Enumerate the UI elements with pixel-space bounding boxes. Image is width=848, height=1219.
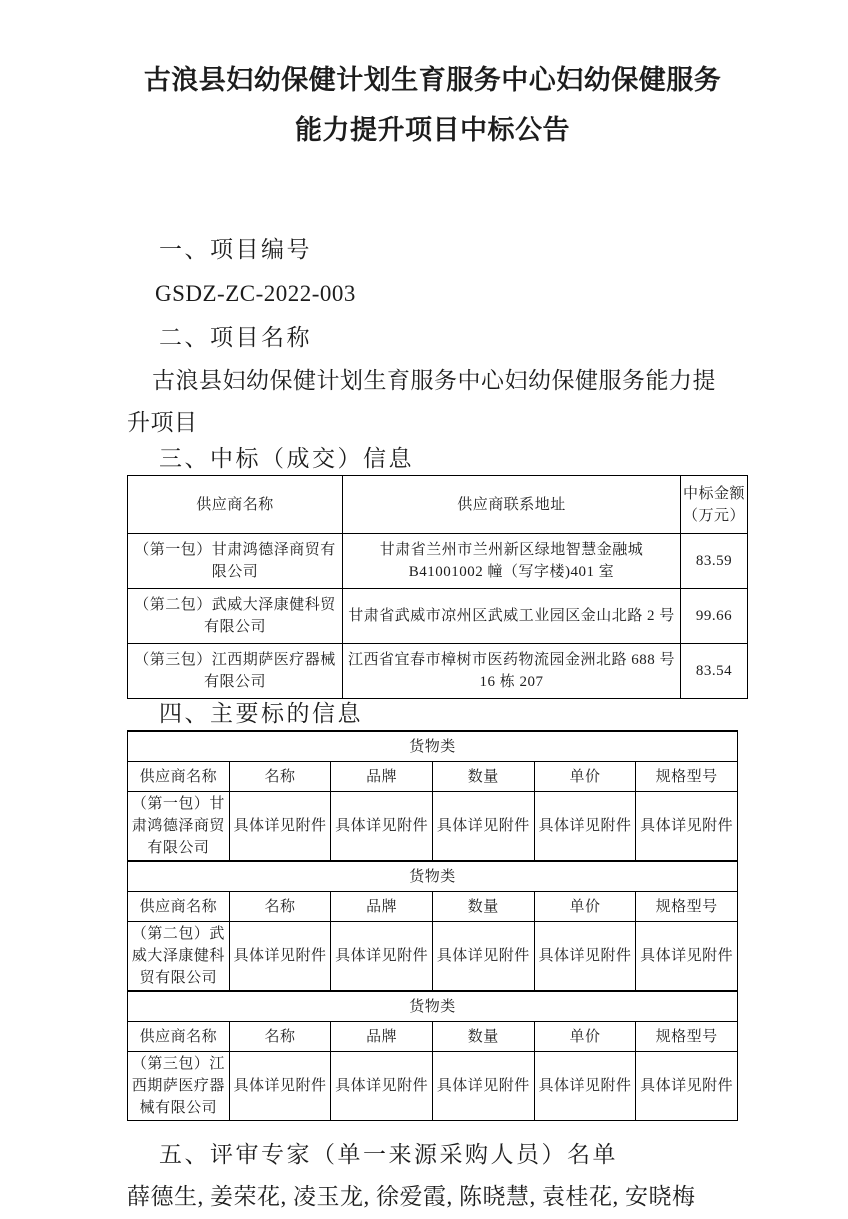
supplier-cell: （第二包）武威大泽康健科贸有限公司 [128,589,343,644]
project-name-value: 古浪县妇幼保健计划生育服务中心妇幼保健服务能力提升项目 [127,368,716,435]
quantity-cell: 具体详见附件 [432,1052,534,1121]
supplier-cell: （第三包）江西期萨医疗器械有限公司 [128,1052,230,1121]
section2-heading: 二、项目名称 [159,325,312,350]
subject-table-row [128,922,738,992]
brand-cell: 具体详见附件 [331,792,433,862]
subject-header-brand: 品牌 [331,1022,433,1052]
subject-header-quantity: 数量 [432,892,534,922]
name-cell: 具体详见附件 [229,922,331,992]
subject-header-brand: 品牌 [331,762,433,792]
subject-header-quantity: 数量 [432,1022,534,1052]
subject-header-row [128,1022,738,1052]
quantity-cell: 具体详见附件 [432,922,534,992]
subject-header-spec: 规格型号 [636,892,738,922]
subject-header-unit-price: 单价 [534,1022,636,1052]
brand-cell: 具体详见附件 [331,1052,433,1121]
category-cell: 货物类 [128,861,738,892]
document-page [127,0,745,1219]
award-table-row [128,644,748,699]
subject-header-supplier: 供应商名称 [128,762,230,792]
supplier-cell: （第三包）江西期萨医疗器械有限公司 [128,644,343,699]
section4-heading: 四、主要标的信息 [159,701,363,726]
category-row [128,731,738,762]
quantity-cell: 具体详见附件 [432,792,534,862]
section5-heading: 五、评审专家（单一来源采购人员）名单 [159,1142,618,1167]
subject-header-row [128,892,738,922]
subject-header-spec: 规格型号 [636,1022,738,1052]
award-table-row [128,589,748,644]
award-header-amount: 中标金额（万元） [681,476,748,534]
amount-cell: 99.66 [681,589,748,644]
name-cell: 具体详见附件 [229,1052,331,1121]
subject-table [127,730,738,1121]
award-header-supplier: 供应商名称 [128,476,343,534]
name-cell: 具体详见附件 [229,792,331,862]
category-cell: 货物类 [128,991,738,1022]
category-row [128,861,738,892]
spec-cell: 具体详见附件 [636,1052,738,1121]
supplier-cell: （第一包）甘肃鸿德泽商贸有限公司 [128,792,230,862]
subject-header-name: 名称 [229,762,331,792]
subject-header-name: 名称 [229,1022,331,1052]
subject-header-supplier: 供应商名称 [128,1022,230,1052]
subject-table-row [128,792,738,862]
amount-cell: 83.59 [681,534,748,589]
subject-header-unit-price: 单价 [534,762,636,792]
subject-header-row [128,762,738,792]
subject-header-spec: 规格型号 [636,762,738,792]
subject-table-row [128,1052,738,1121]
award-table-row [128,534,748,589]
category-cell: 货物类 [128,731,738,762]
supplier-cell: （第一包）甘肃鸿德泽商贸有限公司 [128,534,343,589]
experts-list: 薛德生, 姜荣花, 凌玉龙, 徐爱霞, 陈晓慧, 袁桂花, 安晓梅 [127,1184,696,1209]
page-title [127,55,738,155]
subject-header-unit-price: 单价 [534,892,636,922]
award-table-header-row [128,476,748,534]
award-header-address: 供应商联系地址 [343,476,681,534]
amount-cell: 83.54 [681,644,748,699]
address-cell: 江西省宜春市樟树市医药物流园金洲北路 688 号 16 栋 207 [343,644,681,699]
unit-price-cell: 具体详见附件 [534,922,636,992]
award-table [127,475,748,699]
category-row [128,991,738,1022]
section3-heading: 三、中标（成交）信息 [159,446,414,471]
address-cell: 甘肃省武威市凉州区武威工业园区金山北路 2 号 [343,589,681,644]
unit-price-cell: 具体详见附件 [534,1052,636,1121]
page-title-line1: 古浪县妇幼保健计划生育服务中心妇幼保健服务 [143,65,722,95]
unit-price-cell: 具体详见附件 [534,792,636,862]
spec-cell: 具体详见附件 [636,922,738,992]
address-cell: 甘肃省兰州市兰州新区绿地智慧金融城 B41001002 幢（写字楼)401 室 [343,534,681,589]
subject-header-brand: 品牌 [331,892,433,922]
project-number-value: GSDZ-ZC-2022-003 [155,281,356,306]
subject-header-quantity: 数量 [432,762,534,792]
section1-heading: 一、项目编号 [159,237,312,262]
page-title-line2: 能力提升项目中标公告 [295,115,570,145]
spec-cell: 具体详见附件 [636,792,738,862]
brand-cell: 具体详见附件 [331,922,433,992]
subject-header-supplier: 供应商名称 [128,892,230,922]
supplier-cell: （第二包）武威大泽康健科贸有限公司 [128,922,230,992]
subject-header-name: 名称 [229,892,331,922]
